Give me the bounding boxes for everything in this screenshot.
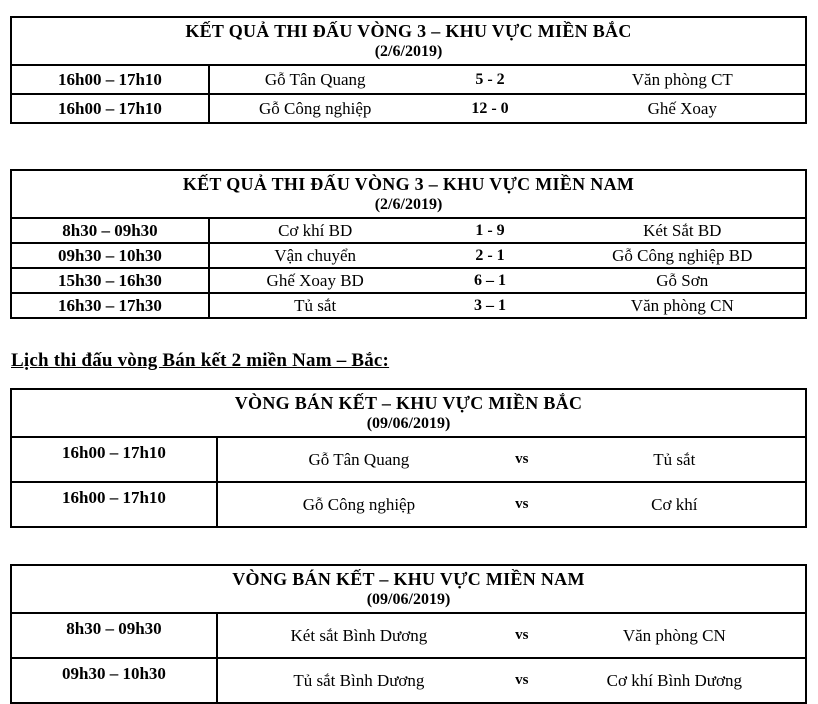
table-header-row (11, 170, 806, 218)
table-header-row (11, 17, 806, 65)
home-team-cell: Tủ sắt Bình Dương (217, 658, 500, 703)
score-cell: 2 - 1 (420, 243, 559, 268)
table-title: KẾT QUẢ THI ĐẤU VÒNG 3 – KHU VỰC MIỀN BẮC (185, 21, 632, 41)
home-team-cell: Gỗ Công nghiệp (209, 94, 420, 123)
away-team-cell: Cơ khí Bình Dương (544, 658, 806, 703)
match-row (11, 268, 806, 293)
table-header (11, 17, 806, 65)
home-team-cell: Két sắt Bình Dương (217, 613, 500, 658)
time-cell: 16h00 – 17h10 (11, 482, 217, 527)
away-team-cell: Tủ sắt (544, 437, 806, 482)
table-semifinal-north (10, 388, 807, 528)
vs-cell: vs (500, 437, 544, 482)
match-row (11, 243, 806, 268)
match-row (11, 437, 806, 482)
vs-cell: vs (500, 613, 544, 658)
home-team-cell: Cơ khí BD (209, 218, 420, 243)
time-cell: 8h30 – 09h30 (11, 613, 217, 658)
away-team-cell: Văn phòng CN (560, 293, 806, 318)
table-title: VÒNG BÁN KẾT – KHU VỰC MIỀN NAM (232, 569, 585, 589)
time-cell: 09h30 – 10h30 (11, 243, 209, 268)
score-cell: 12 - 0 (420, 94, 559, 123)
table-date: (2/6/2019) (374, 196, 443, 213)
match-row (11, 94, 806, 123)
time-cell: 09h30 – 10h30 (11, 658, 217, 703)
away-team-cell: Ghế Xoay (560, 94, 806, 123)
match-row (11, 613, 806, 658)
vs-cell: vs (500, 658, 544, 703)
time-cell: 16h00 – 17h10 (11, 94, 209, 123)
home-team-cell: Gỗ Tân Quang (209, 65, 420, 94)
table-header-row (11, 389, 806, 437)
away-team-cell: Văn phòng CN (544, 613, 806, 658)
time-cell: 8h30 – 09h30 (11, 218, 209, 243)
vs-cell: vs (500, 482, 544, 527)
table-semifinal-south (10, 564, 807, 704)
table-header (11, 565, 806, 613)
away-team-cell: Két Sắt BD (560, 218, 806, 243)
away-team-cell: Cơ khí (544, 482, 806, 527)
table-title: KẾT QUẢ THI ĐẤU VÒNG 3 – KHU VỰC MIỀN NAM (182, 174, 635, 194)
match-row (11, 218, 806, 243)
away-team-cell: Gỗ Sơn (560, 268, 806, 293)
table-title: VÒNG BÁN KẾT – KHU VỰC MIỀN BẮC (234, 393, 583, 413)
table-date: (09/06/2019) (366, 591, 451, 608)
section-heading: Lịch thi đấu vòng Bán kết 2 miền Nam – Bắc: (11, 350, 390, 371)
time-cell: 15h30 – 16h30 (11, 268, 209, 293)
match-row (11, 482, 806, 527)
home-team-cell: Gỗ Công nghiệp (217, 482, 500, 527)
home-team-cell: Tủ sắt (209, 293, 420, 318)
score-cell: 1 - 9 (420, 218, 559, 243)
table-header (11, 389, 806, 437)
home-team-cell: Vận chuyển (209, 243, 420, 268)
home-team-cell: Ghế Xoay BD (209, 268, 420, 293)
home-team-cell: Gỗ Tân Quang (217, 437, 500, 482)
table-header-row (11, 565, 806, 613)
time-cell: 16h00 – 17h10 (11, 437, 217, 482)
table-round3-south (10, 169, 807, 319)
table-header (11, 170, 806, 218)
match-row (11, 293, 806, 318)
score-cell: 3 – 1 (420, 293, 559, 318)
time-cell: 16h30 – 17h30 (11, 293, 209, 318)
score-cell: 5 - 2 (420, 65, 559, 94)
match-row (11, 65, 806, 94)
table-round3-north (10, 16, 807, 124)
time-cell: 16h00 – 17h10 (11, 65, 209, 94)
score-cell: 6 – 1 (420, 268, 559, 293)
table-date: (09/06/2019) (366, 415, 451, 432)
away-team-cell: Văn phòng CT (560, 65, 806, 94)
away-team-cell: Gỗ Công nghiệp BD (560, 243, 806, 268)
table-date: (2/6/2019) (374, 43, 443, 60)
